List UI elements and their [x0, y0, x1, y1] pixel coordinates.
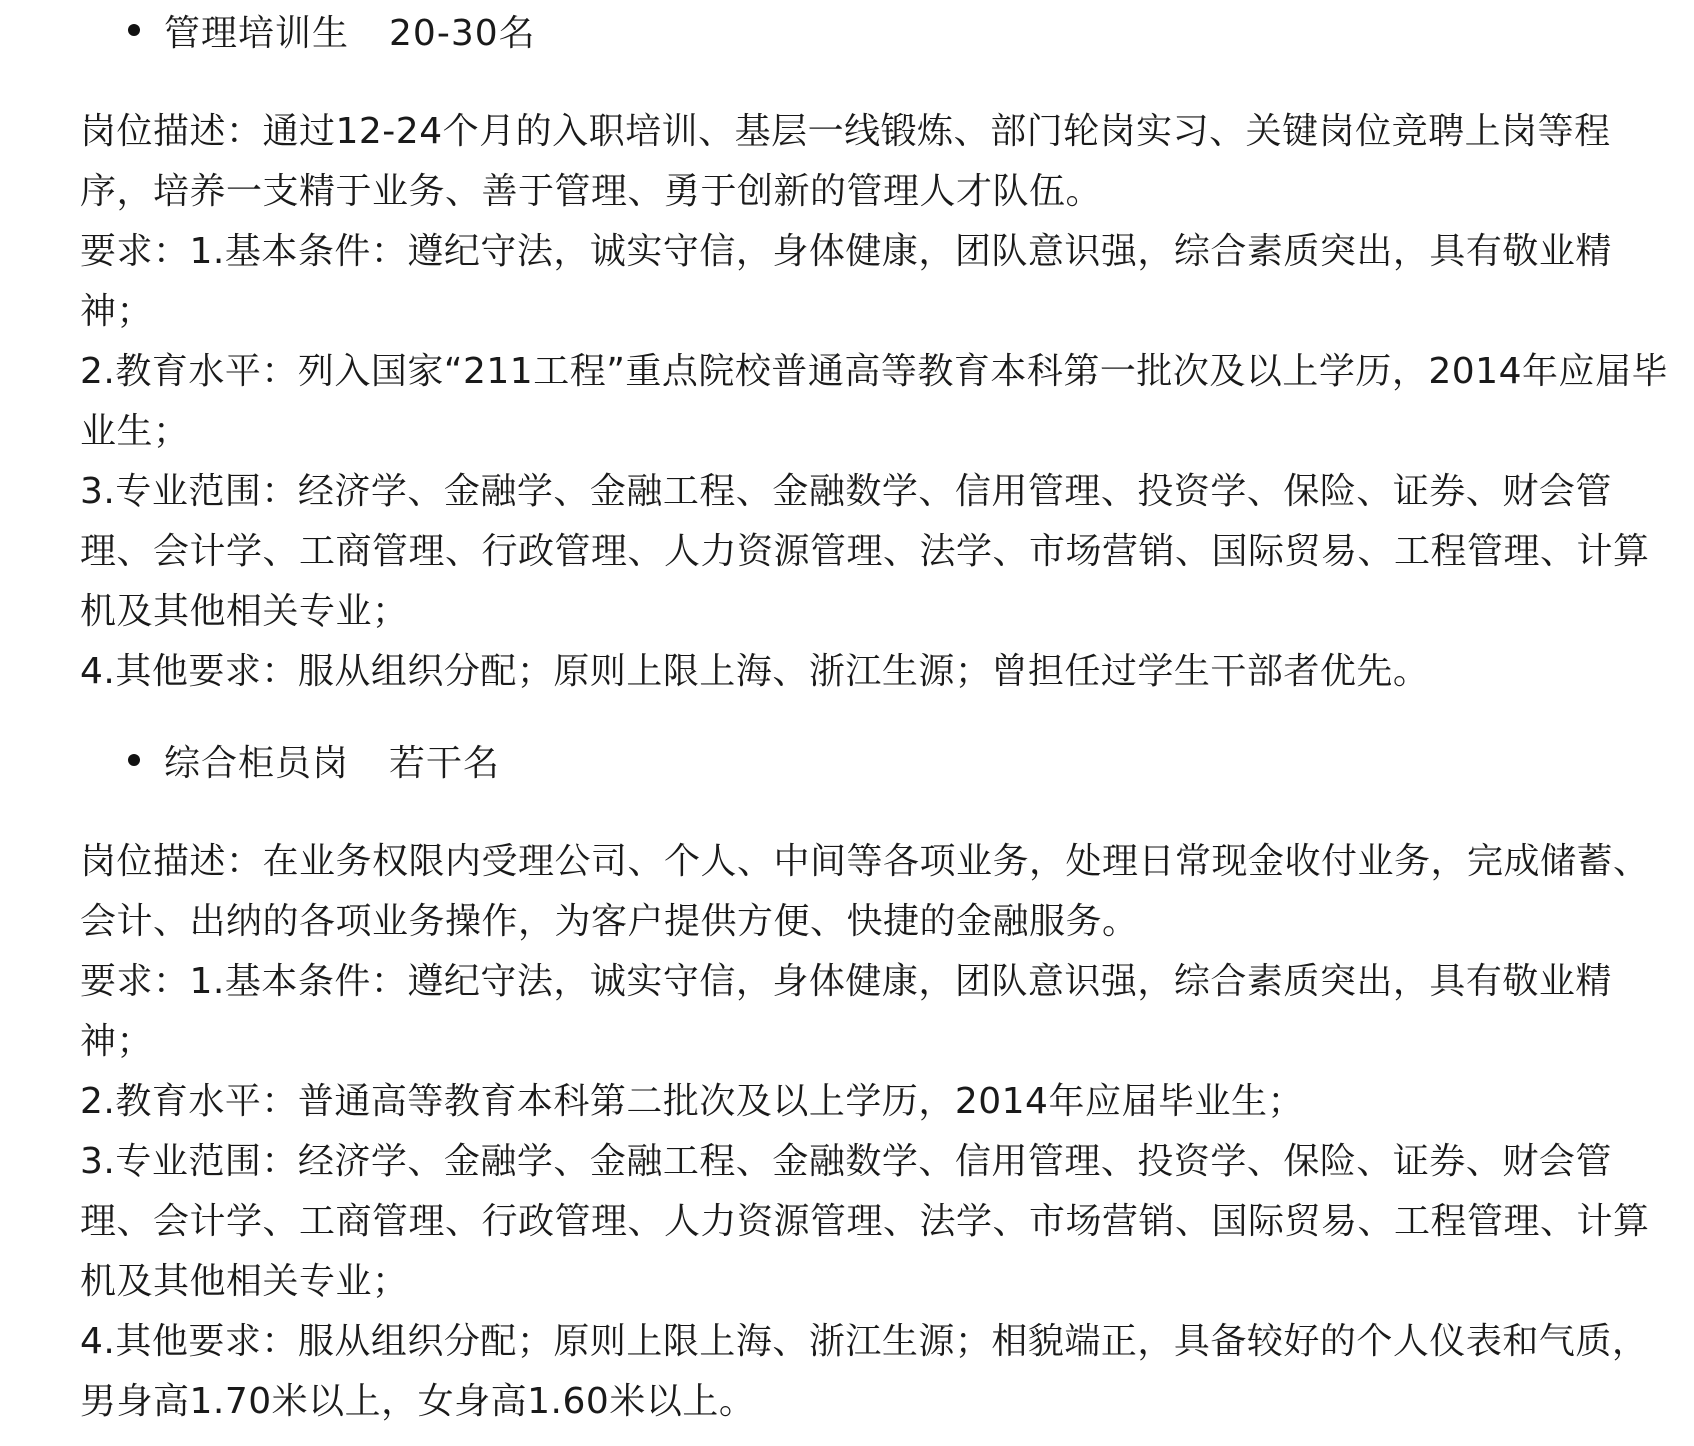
job-title-row	[128, 730, 1680, 790]
job-description: 岗位描述：在业务权限内受理公司、个人、中间等各项业务，处理日常现金收付业务，完成储蓄、会计、出纳的各项业务操作，为客户提供方便、快捷的金融服务。	[80, 841, 1650, 942]
bullet-icon	[128, 754, 140, 766]
requirement-basic: 要求：1.基本条件：遵纪守法，诚实守信，身体健康，团队意识强，综合素质突出，具有敬业精神；	[80, 231, 1612, 332]
job-count: 若干名	[389, 742, 501, 784]
requirement-majors: 3.专业范围：经济学、金融学、金融工程、金融数学、信用管理、投资学、保险、证券、财会管理、会计学、工商管理、行政管理、人力资源管理、法学、市场营销、国际贸易、工程管理、计算机及其他相关专业；	[80, 471, 1650, 632]
job-name: 综合柜员岗	[164, 742, 350, 784]
job-section-teller	[80, 730, 1680, 1432]
requirement-other: 4.其他要求：服从组织分配；原则上限上海、浙江生源；曾担任过学生干部者优先。	[80, 651, 1430, 692]
requirement-education: 2.教育水平：普通高等教育本科第二批次及以上学历，2014年应届毕业生；	[80, 1081, 1304, 1122]
bullet-icon	[128, 24, 140, 36]
job-section-management-trainee	[80, 0, 1680, 702]
job-count: 20-30名	[389, 12, 536, 54]
job-title-row	[128, 0, 1680, 60]
requirement-education: 2.教育水平：列入国家“211工程”重点院校普通高等教育本科第一批次及以上学历，2014年应届毕业生；	[80, 351, 1668, 452]
requirement-basic: 要求：1.基本条件：遵纪守法，诚实守信，身体健康，团队意识强，综合素质突出，具有敬业精神；	[80, 961, 1612, 1062]
job-description: 岗位描述：通过12-24个月的入职培训、基层一线锻炼、部门轮岗实习、关键岗位竞聘上岗等程序，培养一支精于业务、善于管理、勇于创新的管理人才队伍。	[80, 111, 1611, 212]
requirement-majors: 3.专业范围：经济学、金融学、金融工程、金融数学、信用管理、投资学、保险、证券、财会管理、会计学、工商管理、行政管理、人力资源管理、法学、市场营销、国际贸易、工程管理、计算机及其他相关专业；	[80, 1141, 1650, 1302]
requirement-other: 4.其他要求：服从组织分配；原则上限上海、浙江生源；相貌端正，具备较好的个人仪表和气质，男身高1.70米以上，女身高1.60米以上。	[80, 1321, 1649, 1422]
job-name: 管理培训生	[164, 12, 350, 54]
